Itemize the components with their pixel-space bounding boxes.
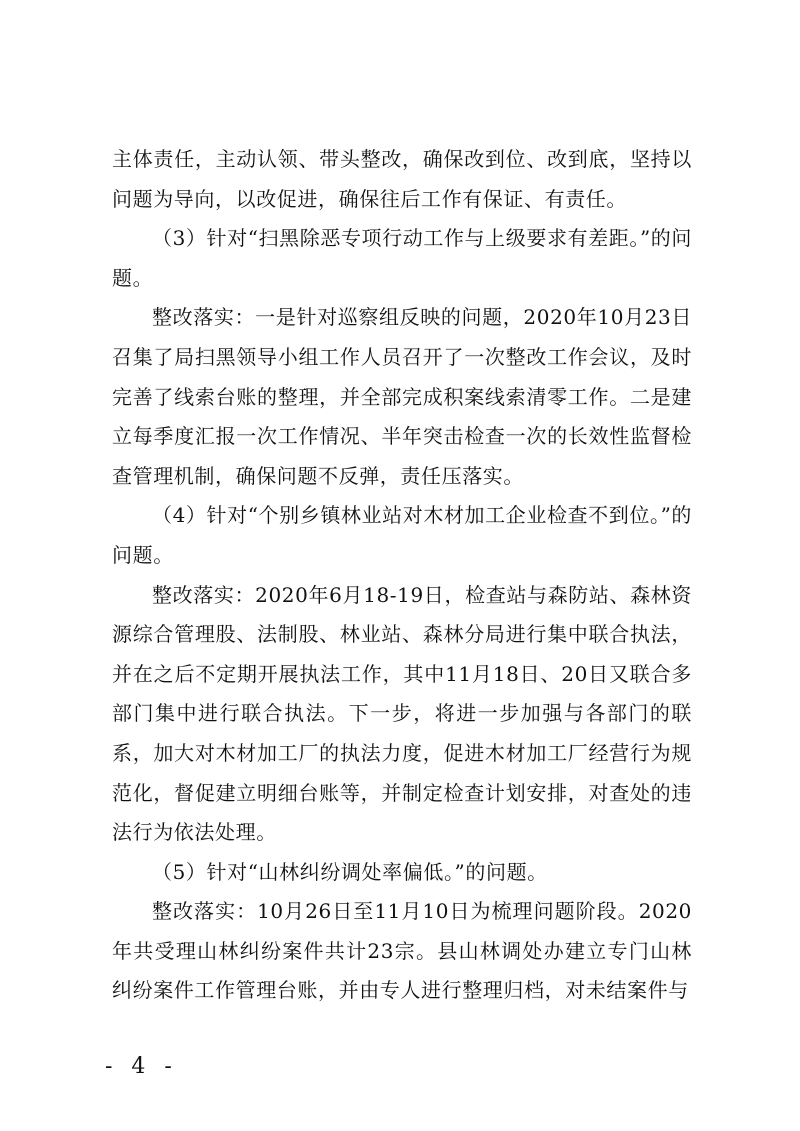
paragraph-7: 整改落实：10月26日至11月10日为梳理问题阶段。2020年共受理山林纠纷案件共计23宗。县山林调处办建立专门山林纠纷案件工作管理台账，并由专人进行整理归档，对未结案件与 [112, 899, 692, 1003]
paragraph-6: （5）针对“山林纠纷调处率偏低。”的问题。 [152, 859, 548, 884]
paragraph-2: （3）针对“扫黑除恶专项行动工作与上级要求有差距。”的问题。 [112, 226, 692, 290]
paragraph-1: 主体责任，主动认领、带头整改，确保改到位、改到底，坚持以问题为导向，以改促进，确保往后工作有保证、有责任。 [112, 147, 692, 211]
page-number: - 4 - [105, 1054, 178, 1079]
paragraph-4: （4）针对“个别乡镇林业站对木材加工企业检查不到位。”的问题。 [112, 503, 692, 567]
body-text [112, 140, 692, 1011]
paragraph-3: 整改落实：一是针对巡察组反映的问题，2020年10月23日召集了局扫黑领导小组工作人员召开了一次整改工作会议，及时完善了线索台账的整理，并全部完成积案线索清零工作。二是建立每季度汇报一次工作情况、半年突击检查一次的长效性监督检查管理机制，确保问题不反弹，责任压落实。 [112, 305, 692, 488]
paragraph-5: 整改落实：2020年6月18-19日，检查站与森防站、森林资源综合管理股、法制股、林业站、森林分局进行集中联合执法，并在之后不定期开展执法工作，其中11月18日、20日又联合多部门集中进行联合执法。下一步，将进一步加强与各部门的联系，加大对木材加工厂的执法力度，促进木材加工厂经营行为规范化，督促建立明细台账等，并制定检查计划安排，对查处的违法行为依法处理。 [112, 582, 692, 845]
